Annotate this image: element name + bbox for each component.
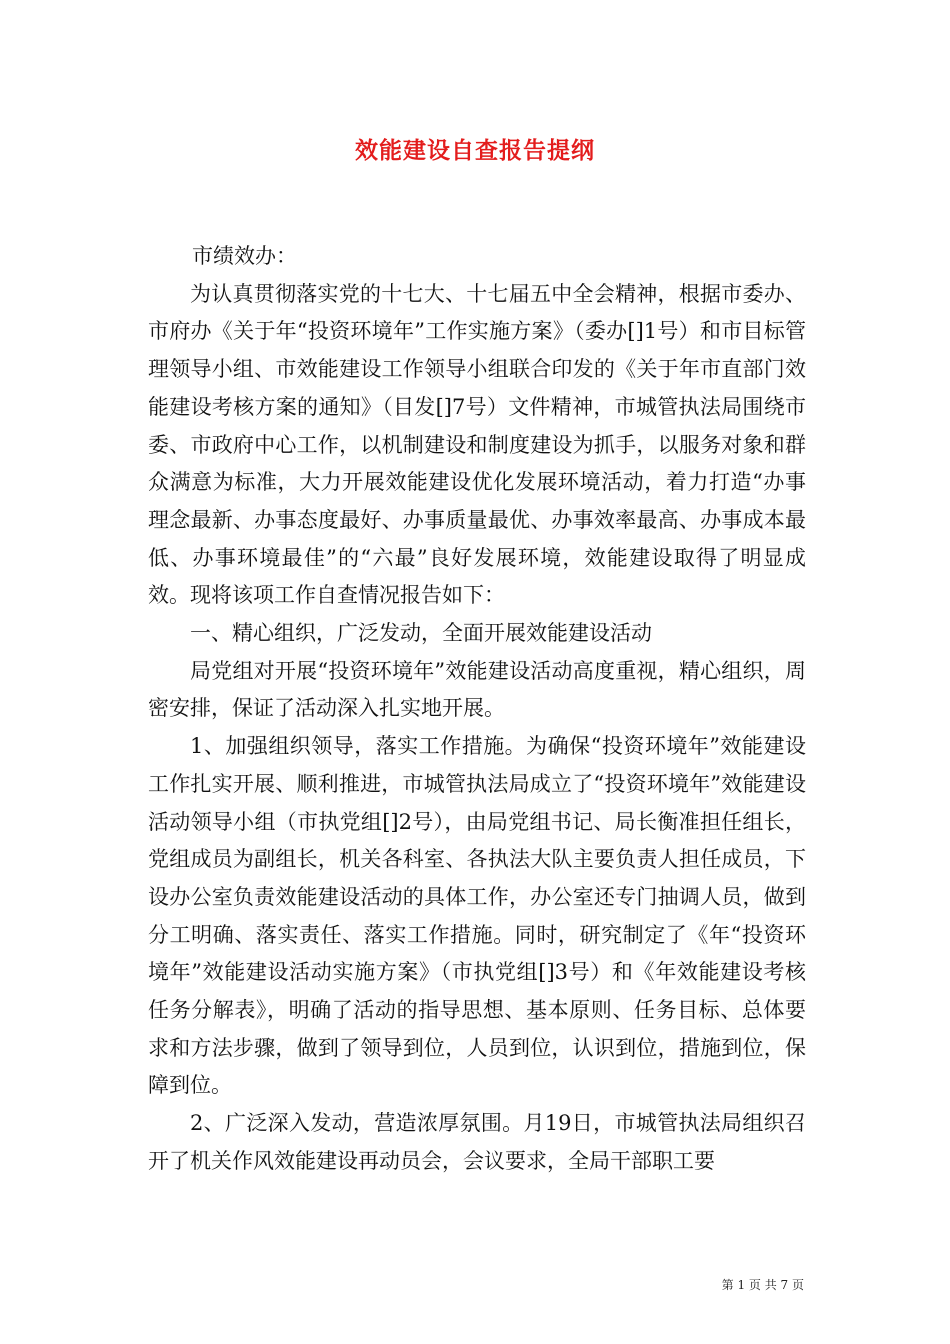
section-heading-1: 一、精心组织，广泛发动，全面开展效能建设活动 — [190, 621, 652, 646]
salutation: 市绩效办： — [192, 244, 297, 268]
page-number: 第 1 页 共 7 页 — [721, 1278, 804, 1292]
paragraph-section-1: 局党组对开展“投资环境年”效能建设活动高度重视，精心组织，周密安排，保证了活动深入扎实地开展。 — [148, 658, 806, 721]
document-title: 效能建设自查报告提纲 — [355, 137, 595, 164]
paragraph-item-1: 1、加强组织领导，落实工作措施。为确保“投资环境年”效能建设工作扎实开展、顺利推进，市城管执法局成立了“投资环境年”效能建设活动领导小组（市执党组[]2号），由局党组书记、局长衡准担任组长，党组成员为副组长，机关各科室、各执法大队主要负责人担任成员，下设办公室负责效能建设活动的具体工作，办公室还专门抽调人员，做到分工明确、落实责任、落实工作措施。同时，研究制定了《年“投资环境年”效能建设活动实施方案》（市执党组[]3号）和《年效能建设考核任务分解表》，明确了活动的指导思想、基本原则、任务目标、总体要求和方法步骤，做到了领导到位，人员到位，认识到位，措施到位，保障到位。 — [148, 734, 806, 1098]
paragraph-intro: 为认真贯彻落实党的十七大、十七届五中全会精神，根据市委办、市府办《关于年“投资环境年”工作实施方案》（委办[]1号）和市目标管理领导小组、市效能建设工作领导小组联合印发的《关于年市直部门效能建设考核方案的通知》（目发[]7号）文件精神，市城管执法局围绕市委、市政府中心工作，以机制建设和制度建设为抓手，以服务对象和群众满意为标准，大力开展效能建设优化发展环境活动，着力打造“办事理念最新、办事态度最好、办事质量最优、办事效率最高、办事成本最低、办事环境最佳”的“六最”良好发展环境，效能建设取得了明显成效。现将该项工作自查情况报告如下： — [148, 281, 806, 608]
document-body — [148, 238, 806, 1181]
paragraph-item-2: 2、广泛深入发动，营造浓厚氛围。月19日，市城管执法局组织召开了机关作风效能建设再动员会，会议要求，全局干部职工要 — [148, 1111, 806, 1173]
